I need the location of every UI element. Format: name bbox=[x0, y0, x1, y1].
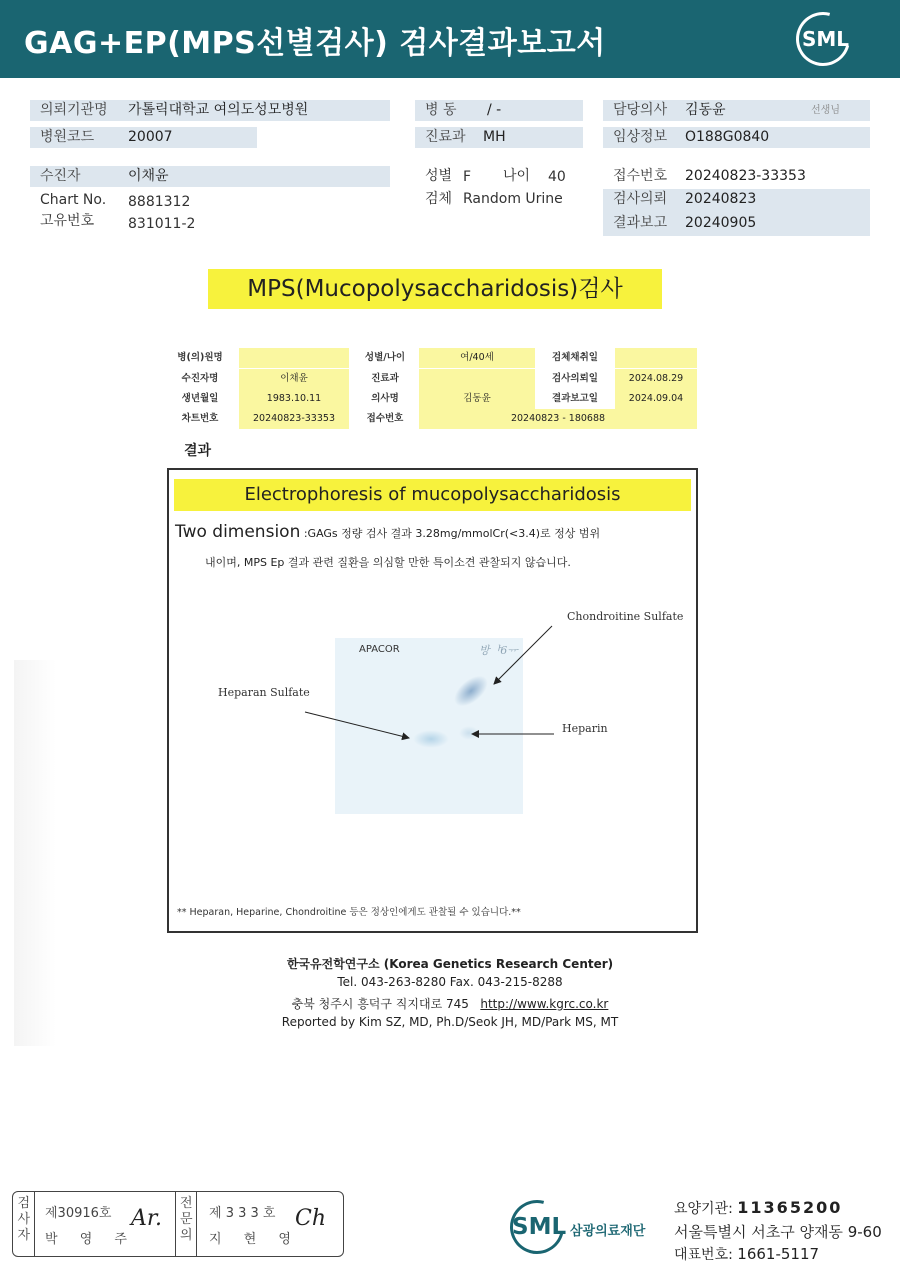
specialist-signature: Ch bbox=[295, 1206, 327, 1231]
care-code-label: 요양기관: bbox=[674, 1201, 733, 1217]
examiner-name: 박 영 주 bbox=[45, 1232, 136, 1247]
table-cell: 차트번호 bbox=[181, 413, 219, 424]
ep-title: Electrophoresis of mucopolysaccharidosis bbox=[174, 479, 691, 511]
receipt-value: 20240823-33353 bbox=[685, 168, 806, 184]
hospital-code-label: 병원코드 bbox=[40, 129, 95, 145]
specialist-col-text: 전문의 bbox=[180, 1196, 193, 1243]
sml-logo bbox=[796, 12, 854, 66]
table-cell bbox=[419, 369, 535, 389]
table-cell: 김동윤 bbox=[419, 389, 535, 409]
mps-title: MPS(Mucopolysaccharidosis)검사 bbox=[208, 269, 662, 309]
result-label: 결과 bbox=[184, 443, 212, 459]
dept-label: 진료과 bbox=[425, 129, 466, 145]
table-cell: 여/40세 bbox=[419, 348, 535, 368]
result-line-1-text: :GAGs 정량 검사 결과 3.28mg/mmolCr(<3.4)로 정상 범위 bbox=[300, 527, 601, 540]
foundation-address: 서울특별시 서초구 양재동 9-60 bbox=[674, 1223, 882, 1241]
specialist-cell bbox=[199, 1192, 343, 1256]
hospital-code-value: 20007 bbox=[128, 129, 173, 145]
dates-field bbox=[603, 189, 870, 236]
table-cell: 수진자명 bbox=[181, 373, 219, 384]
clinical-label: 임상정보 bbox=[613, 129, 668, 145]
examiner-license: 제30916호 bbox=[45, 1206, 112, 1221]
chart-label: Chart No. bbox=[40, 192, 107, 208]
hospital-code-field bbox=[30, 127, 257, 148]
specimen-label: 검체 bbox=[425, 191, 453, 207]
specialist-name: 지 현 영 bbox=[209, 1232, 300, 1247]
patient-value: 이채윤 bbox=[128, 168, 169, 184]
patient-label: 수진자 bbox=[40, 168, 81, 184]
phone-line bbox=[674, 1244, 819, 1264]
sml-foundation-logo bbox=[510, 1200, 660, 1256]
examiner-signature: Ar. bbox=[131, 1206, 162, 1231]
sml-bottom-text: SML bbox=[512, 1214, 567, 1240]
table-cell: 20240823 - 180688 bbox=[419, 409, 697, 429]
request-label: 검사의뢰 bbox=[613, 191, 668, 207]
lab-address: 충북 청주시 흥덕구 직지대로 745 bbox=[291, 997, 469, 1011]
table-cell: 진료과 bbox=[371, 373, 399, 384]
care-code-line bbox=[674, 1198, 842, 1218]
unique-label: 고유번호 bbox=[40, 213, 95, 229]
foundation-name: 삼광의료재단 bbox=[570, 1224, 646, 1239]
unique-value: 831011-2 bbox=[128, 216, 196, 232]
gel-handwriting: 방ᅡ6ᅲ bbox=[479, 644, 518, 657]
specialist-license: 제 3 3 3 호 bbox=[209, 1206, 276, 1221]
clinical-field bbox=[603, 127, 870, 148]
institution-field bbox=[30, 100, 390, 121]
signature-box bbox=[12, 1191, 344, 1257]
report-footnote: ** Heparan, Heparine, Chondroitine 등은 정상인에게도 관찰될 수 있습니다.** bbox=[177, 907, 521, 918]
scan-shadow bbox=[14, 660, 56, 1046]
table-cell: 의사명 bbox=[371, 393, 399, 404]
request-value: 20240823 bbox=[685, 191, 757, 207]
dept-field bbox=[415, 127, 583, 148]
phone-label: 대표번호: bbox=[674, 1247, 733, 1263]
lab-name: 한국유전학연구소 (Korea Genetics Research Center) bbox=[286, 957, 614, 971]
table-cell: 검체채취일 bbox=[552, 352, 598, 363]
heparin-annotation: Heparin bbox=[562, 722, 608, 735]
ward-value: / - bbox=[487, 102, 502, 118]
sex-value: F bbox=[463, 169, 472, 185]
sex-label: 성별 bbox=[425, 168, 453, 184]
electrophoresis-report bbox=[167, 468, 698, 933]
table-cell: 이채윤 bbox=[239, 369, 349, 389]
lab-address-line bbox=[0, 995, 900, 1012]
specimen-value: Random Urine bbox=[463, 191, 563, 207]
table-cell bbox=[239, 348, 349, 368]
table-cell: 생년월일 bbox=[181, 393, 219, 404]
table-cell: 접수번호 bbox=[366, 413, 404, 424]
examiner-col-text: 검사자 bbox=[17, 1196, 31, 1243]
doctor-value: 김동윤 bbox=[685, 102, 726, 118]
lab-tel: Tel. 043-263-8280 Fax. 043-215-8288 bbox=[337, 975, 563, 989]
report-date-label: 결과보고 bbox=[613, 215, 668, 231]
annotation-arrows bbox=[169, 470, 696, 931]
age-label: 나이 bbox=[503, 168, 531, 184]
header-bar bbox=[0, 0, 900, 78]
result-line-2: 내이며, MPS Ep 결과 관련 질환을 의심할 만한 특이소견 관찰되지 않습니다. bbox=[205, 556, 571, 569]
age-value: 40 bbox=[548, 169, 566, 185]
lab-reported: Reported by Kim SZ, MD, Ph.D/Seok JH, MD/Park MS, MT bbox=[281, 1015, 619, 1029]
chondroitine-annotation: Chondroitine Sulfate bbox=[567, 610, 684, 623]
doctor-label: 담당의사 bbox=[613, 102, 668, 118]
heparan-arrow bbox=[305, 712, 409, 738]
table-cell: 결과보고일 bbox=[552, 393, 598, 404]
institution-value: 가톨릭대학교 여의도성모병원 bbox=[128, 102, 309, 118]
dept-value: MH bbox=[483, 129, 506, 145]
specialist-column-label bbox=[175, 1192, 197, 1256]
doctor-field bbox=[603, 100, 870, 121]
gel-label: APACOR bbox=[359, 644, 400, 655]
phone-value: 1661-5117 bbox=[737, 1245, 820, 1263]
table-cell: 2024.09.04 bbox=[615, 389, 697, 409]
lab-url-link[interactable]: http://www.kgrc.co.kr bbox=[480, 997, 609, 1011]
table-cell bbox=[615, 348, 697, 368]
examiner-cell bbox=[35, 1192, 175, 1256]
logo-text: SML bbox=[802, 27, 850, 51]
ward-field bbox=[415, 100, 583, 121]
clinical-value: O188G0840 bbox=[685, 129, 770, 145]
table-cell: 성별/나이 bbox=[364, 352, 406, 363]
report-date-value: 20240905 bbox=[685, 215, 757, 231]
two-dimension-label: Two dimension bbox=[175, 522, 301, 542]
table-cell: 병(의)원명 bbox=[177, 352, 223, 363]
examiner-column-label bbox=[13, 1192, 35, 1256]
report-title: GAG+EP(MPS선별검사) 검사결과보고서 bbox=[24, 26, 606, 61]
ward-label: 병 동 bbox=[425, 102, 457, 118]
heparan-annotation: Heparan Sulfate bbox=[218, 686, 310, 699]
chondroitine-arrow bbox=[494, 626, 552, 684]
receipt-field bbox=[603, 166, 870, 187]
institution-label: 의뢰기관명 bbox=[40, 102, 108, 118]
table-cell: 검사의뢰일 bbox=[552, 373, 598, 384]
table-cell: 20240823-33353 bbox=[239, 409, 349, 429]
chart-value: 8881312 bbox=[128, 194, 191, 210]
doctor-suffix: 선생님 bbox=[811, 105, 840, 116]
table-cell: 2024.08.29 bbox=[615, 369, 697, 389]
receipt-label: 접수번호 bbox=[613, 168, 668, 184]
care-code-value: 11365200 bbox=[737, 1198, 843, 1217]
table-cell: 1983.10.11 bbox=[239, 389, 349, 409]
patient-field bbox=[30, 166, 390, 187]
